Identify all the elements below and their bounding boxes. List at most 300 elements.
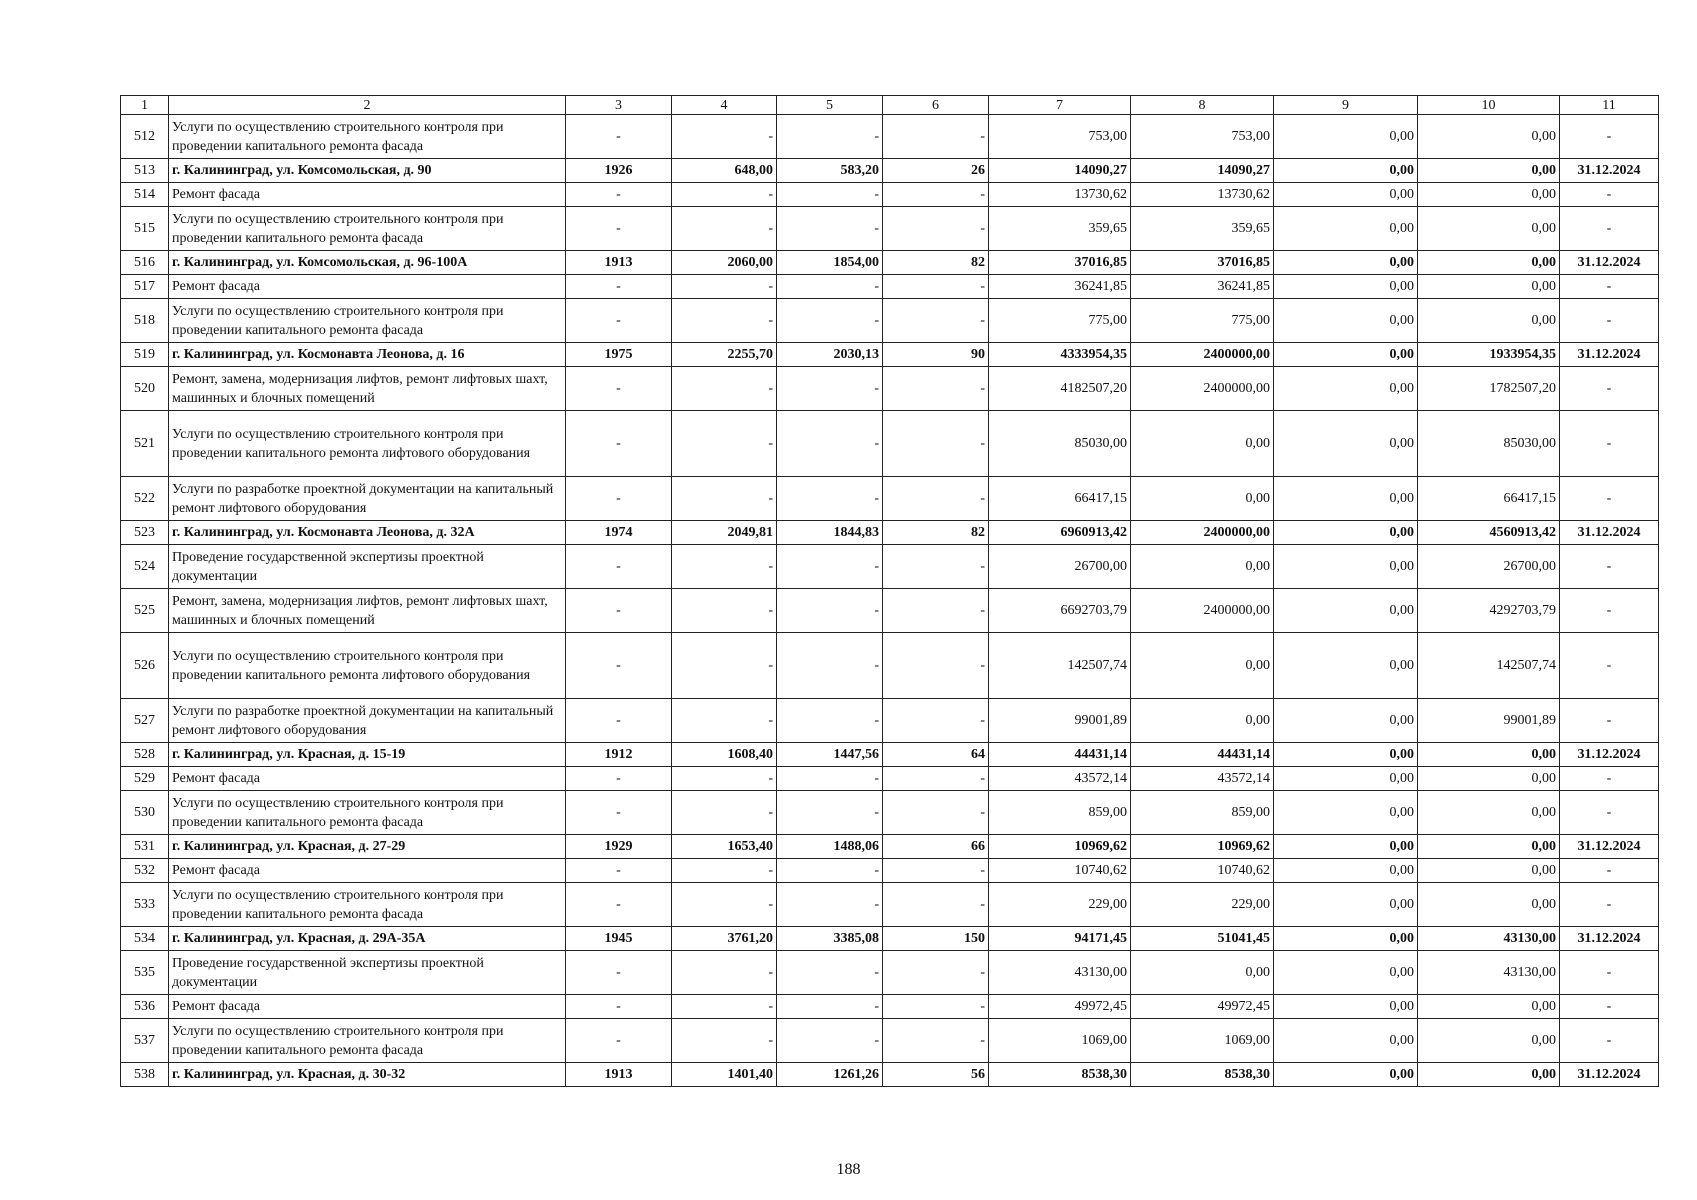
build-year-cell: -: [566, 275, 672, 299]
work-row: [121, 545, 1659, 589]
total-area-cell: -: [672, 477, 777, 521]
residents-count-cell: -: [883, 633, 989, 699]
cost-column-9-cell: 0,00: [1274, 633, 1418, 699]
completion-date-cell: -: [1560, 299, 1659, 343]
work-name-cell: Ремонт фасада: [169, 995, 566, 1019]
completion-date-cell: -: [1560, 859, 1659, 883]
row-number-cell: 532: [121, 859, 169, 883]
cost-column-10-cell: 1782507,20: [1418, 367, 1560, 411]
completion-date-cell: -: [1560, 951, 1659, 995]
build-year-cell: -: [566, 1019, 672, 1063]
cost-column-10-cell: 142507,74: [1418, 633, 1560, 699]
completion-date-cell: -: [1560, 1019, 1659, 1063]
cost-column-9-cell: 0,00: [1274, 835, 1418, 859]
total-area-cell: -: [672, 699, 777, 743]
cost-column-10-cell: 85030,00: [1418, 411, 1560, 477]
cost-column-8-cell: 14090,27: [1131, 159, 1274, 183]
cost-column-8-cell: 37016,85: [1131, 251, 1274, 275]
work-name-cell: Ремонт, замена, модернизация лифтов, ремонт лифтовых шахт, машинных и блочных помещений: [169, 589, 566, 633]
cost-column-10-cell: 1933954,35: [1418, 343, 1560, 367]
row-number-cell: 533: [121, 883, 169, 927]
row-number-cell: 515: [121, 207, 169, 251]
work-name-cell: Услуги по осуществлению строительного контроля при проведении капитального ремонта лифтового оборудования: [169, 633, 566, 699]
cost-column-9-cell: 0,00: [1274, 275, 1418, 299]
total-cost-cell: 753,00: [989, 115, 1131, 159]
residents-count-cell: 64: [883, 743, 989, 767]
row-number-cell: 512: [121, 115, 169, 159]
work-name-cell: г. Калининград, ул. Космонавта Леонова, д. 16: [169, 343, 566, 367]
total-area-cell: 1608,40: [672, 743, 777, 767]
total-area-cell: -: [672, 883, 777, 927]
living-area-cell: -: [777, 951, 883, 995]
column-header: 2: [169, 96, 566, 115]
total-cost-cell: 775,00: [989, 299, 1131, 343]
work-name-cell: Услуги по разработке проектной документации на капитальный ремонт лифтового оборудования: [169, 699, 566, 743]
cost-column-9-cell: 0,00: [1274, 1063, 1418, 1087]
total-area-cell: -: [672, 791, 777, 835]
work-row: [121, 275, 1659, 299]
build-year-cell: -: [566, 791, 672, 835]
work-row: [121, 411, 1659, 477]
row-number-cell: 514: [121, 183, 169, 207]
cost-column-8-cell: 13730,62: [1131, 183, 1274, 207]
cost-column-10-cell: 66417,15: [1418, 477, 1560, 521]
residents-count-cell: -: [883, 411, 989, 477]
residents-count-cell: -: [883, 859, 989, 883]
total-cost-cell: 43130,00: [989, 951, 1131, 995]
work-name-cell: Проведение государственной экспертизы проектной документации: [169, 545, 566, 589]
cost-column-8-cell: 0,00: [1131, 477, 1274, 521]
address-row: [121, 251, 1659, 275]
row-number-cell: 522: [121, 477, 169, 521]
total-area-cell: -: [672, 859, 777, 883]
total-cost-cell: 142507,74: [989, 633, 1131, 699]
residents-count-cell: -: [883, 477, 989, 521]
cost-column-8-cell: 229,00: [1131, 883, 1274, 927]
living-area-cell: -: [777, 411, 883, 477]
work-row: [121, 883, 1659, 927]
build-year-cell: -: [566, 859, 672, 883]
completion-date-cell: -: [1560, 767, 1659, 791]
build-year-cell: -: [566, 699, 672, 743]
residents-count-cell: 90: [883, 343, 989, 367]
cost-column-9-cell: 0,00: [1274, 159, 1418, 183]
total-area-cell: -: [672, 299, 777, 343]
cost-column-9-cell: 0,00: [1274, 927, 1418, 951]
total-cost-cell: 859,00: [989, 791, 1131, 835]
residents-count-cell: -: [883, 367, 989, 411]
work-row: [121, 589, 1659, 633]
residents-count-cell: -: [883, 545, 989, 589]
living-area-cell: 583,20: [777, 159, 883, 183]
cost-column-9-cell: 0,00: [1274, 589, 1418, 633]
cost-column-9-cell: 0,00: [1274, 951, 1418, 995]
cost-column-8-cell: 859,00: [1131, 791, 1274, 835]
cost-column-10-cell: 0,00: [1418, 115, 1560, 159]
total-cost-cell: 66417,15: [989, 477, 1131, 521]
cost-column-9-cell: 0,00: [1274, 477, 1418, 521]
total-cost-cell: 6692703,79: [989, 589, 1131, 633]
row-number-cell: 527: [121, 699, 169, 743]
row-number-cell: 519: [121, 343, 169, 367]
build-year-cell: -: [566, 633, 672, 699]
work-row: [121, 1019, 1659, 1063]
living-area-cell: -: [777, 207, 883, 251]
residents-count-cell: 66: [883, 835, 989, 859]
residents-count-cell: -: [883, 699, 989, 743]
living-area-cell: -: [777, 589, 883, 633]
row-number-cell: 523: [121, 521, 169, 545]
total-area-cell: -: [672, 589, 777, 633]
row-number-cell: 528: [121, 743, 169, 767]
work-name-cell: Услуги по осуществлению строительного контроля при проведении капитального ремонта фасада: [169, 207, 566, 251]
cost-column-8-cell: 2400000,00: [1131, 521, 1274, 545]
completion-date-cell: -: [1560, 589, 1659, 633]
total-area-cell: 2049,81: [672, 521, 777, 545]
cost-column-10-cell: 0,00: [1418, 1019, 1560, 1063]
living-area-cell: -: [777, 791, 883, 835]
row-number-cell: 526: [121, 633, 169, 699]
total-area-cell: -: [672, 207, 777, 251]
cost-column-10-cell: 4292703,79: [1418, 589, 1560, 633]
build-year-cell: 1974: [566, 521, 672, 545]
row-number-cell: 520: [121, 367, 169, 411]
total-cost-cell: 37016,85: [989, 251, 1131, 275]
row-number-cell: 525: [121, 589, 169, 633]
work-row: [121, 767, 1659, 791]
completion-date-cell: -: [1560, 545, 1659, 589]
build-year-cell: 1913: [566, 1063, 672, 1087]
column-header: 11: [1560, 96, 1659, 115]
total-area-cell: -: [672, 115, 777, 159]
living-area-cell: -: [777, 633, 883, 699]
register-table: [120, 95, 1659, 1087]
cost-column-8-cell: 10969,62: [1131, 835, 1274, 859]
row-number-cell: 530: [121, 791, 169, 835]
cost-column-8-cell: 0,00: [1131, 699, 1274, 743]
cost-column-8-cell: 1069,00: [1131, 1019, 1274, 1063]
cost-column-9-cell: 0,00: [1274, 207, 1418, 251]
living-area-cell: -: [777, 183, 883, 207]
build-year-cell: -: [566, 767, 672, 791]
completion-date-cell: -: [1560, 115, 1659, 159]
completion-date-cell: -: [1560, 183, 1659, 207]
work-name-cell: г. Калининград, ул. Красная, д. 29А-35А: [169, 927, 566, 951]
address-row: [121, 927, 1659, 951]
column-header: 7: [989, 96, 1131, 115]
cost-column-9-cell: 0,00: [1274, 859, 1418, 883]
work-row: [121, 299, 1659, 343]
cost-column-10-cell: 0,00: [1418, 207, 1560, 251]
residents-count-cell: 56: [883, 1063, 989, 1087]
residents-count-cell: -: [883, 275, 989, 299]
cost-column-10-cell: 0,00: [1418, 1063, 1560, 1087]
cost-column-8-cell: 2400000,00: [1131, 343, 1274, 367]
work-name-cell: г. Калининград, ул. Комсомольская, д. 90: [169, 159, 566, 183]
work-name-cell: г. Калининград, ул. Красная, д. 15-19: [169, 743, 566, 767]
cost-column-8-cell: 775,00: [1131, 299, 1274, 343]
build-year-cell: -: [566, 207, 672, 251]
cost-column-10-cell: 0,00: [1418, 183, 1560, 207]
cost-column-8-cell: 0,00: [1131, 633, 1274, 699]
row-number-cell: 538: [121, 1063, 169, 1087]
living-area-cell: -: [777, 995, 883, 1019]
living-area-cell: -: [777, 299, 883, 343]
work-row: [121, 115, 1659, 159]
total-area-cell: 3761,20: [672, 927, 777, 951]
column-header: 6: [883, 96, 989, 115]
total-cost-cell: 43572,14: [989, 767, 1131, 791]
living-area-cell: -: [777, 275, 883, 299]
total-area-cell: -: [672, 545, 777, 589]
total-area-cell: 2060,00: [672, 251, 777, 275]
total-area-cell: -: [672, 633, 777, 699]
cost-column-9-cell: 0,00: [1274, 791, 1418, 835]
completion-date-cell: 31.12.2024: [1560, 743, 1659, 767]
cost-column-10-cell: 0,00: [1418, 859, 1560, 883]
work-name-cell: Услуги по осуществлению строительного контроля при проведении капитального ремонта фасада: [169, 299, 566, 343]
living-area-cell: -: [777, 1019, 883, 1063]
cost-column-10-cell: 0,00: [1418, 743, 1560, 767]
living-area-cell: 1854,00: [777, 251, 883, 275]
living-area-cell: 3385,08: [777, 927, 883, 951]
address-row: [121, 743, 1659, 767]
residents-count-cell: -: [883, 207, 989, 251]
residents-count-cell: -: [883, 995, 989, 1019]
work-row: [121, 477, 1659, 521]
build-year-cell: -: [566, 367, 672, 411]
total-area-cell: 648,00: [672, 159, 777, 183]
build-year-cell: -: [566, 995, 672, 1019]
row-number-cell: 537: [121, 1019, 169, 1063]
work-name-cell: Ремонт фасада: [169, 859, 566, 883]
total-cost-cell: 49972,45: [989, 995, 1131, 1019]
total-cost-cell: 94171,45: [989, 927, 1131, 951]
living-area-cell: 2030,13: [777, 343, 883, 367]
work-name-cell: Услуги по осуществлению строительного контроля при проведении капитального ремонта фасада: [169, 883, 566, 927]
cost-column-10-cell: 0,00: [1418, 275, 1560, 299]
work-row: [121, 859, 1659, 883]
work-row: [121, 207, 1659, 251]
row-number-cell: 518: [121, 299, 169, 343]
residents-count-cell: 82: [883, 521, 989, 545]
cost-column-8-cell: 10740,62: [1131, 859, 1274, 883]
work-row: [121, 791, 1659, 835]
living-area-cell: -: [777, 699, 883, 743]
total-cost-cell: 85030,00: [989, 411, 1131, 477]
living-area-cell: -: [777, 115, 883, 159]
total-cost-cell: 13730,62: [989, 183, 1131, 207]
total-area-cell: -: [672, 411, 777, 477]
cost-column-9-cell: 0,00: [1274, 699, 1418, 743]
cost-column-10-cell: 0,00: [1418, 159, 1560, 183]
work-name-cell: Проведение государственной экспертизы проектной документации: [169, 951, 566, 995]
cost-column-8-cell: 44431,14: [1131, 743, 1274, 767]
cost-column-8-cell: 359,65: [1131, 207, 1274, 251]
completion-date-cell: -: [1560, 207, 1659, 251]
living-area-cell: 1844,83: [777, 521, 883, 545]
cost-column-9-cell: 0,00: [1274, 883, 1418, 927]
work-row: [121, 633, 1659, 699]
cost-column-9-cell: 0,00: [1274, 411, 1418, 477]
address-row: [121, 1063, 1659, 1087]
residents-count-cell: -: [883, 589, 989, 633]
total-area-cell: 1653,40: [672, 835, 777, 859]
residents-count-cell: 150: [883, 927, 989, 951]
cost-column-8-cell: 0,00: [1131, 411, 1274, 477]
cost-column-9-cell: 0,00: [1274, 545, 1418, 589]
total-cost-cell: 44431,14: [989, 743, 1131, 767]
build-year-cell: -: [566, 477, 672, 521]
cost-column-8-cell: 0,00: [1131, 545, 1274, 589]
total-cost-cell: 8538,30: [989, 1063, 1131, 1087]
residents-count-cell: -: [883, 951, 989, 995]
residents-count-cell: -: [883, 1019, 989, 1063]
cost-column-9-cell: 0,00: [1274, 367, 1418, 411]
total-area-cell: -: [672, 767, 777, 791]
cost-column-10-cell: 4560913,42: [1418, 521, 1560, 545]
completion-date-cell: 31.12.2024: [1560, 835, 1659, 859]
total-cost-cell: 359,65: [989, 207, 1131, 251]
column-number-row: [121, 96, 1659, 115]
cost-column-8-cell: 2400000,00: [1131, 367, 1274, 411]
residents-count-cell: 26: [883, 159, 989, 183]
completion-date-cell: 31.12.2024: [1560, 1063, 1659, 1087]
row-number-cell: 534: [121, 927, 169, 951]
address-row: [121, 521, 1659, 545]
cost-column-10-cell: 43130,00: [1418, 951, 1560, 995]
cost-column-9-cell: 0,00: [1274, 251, 1418, 275]
total-cost-cell: 4333954,35: [989, 343, 1131, 367]
cost-column-9-cell: 0,00: [1274, 115, 1418, 159]
table-body: [121, 115, 1659, 1087]
living-area-cell: -: [777, 367, 883, 411]
build-year-cell: -: [566, 411, 672, 477]
total-cost-cell: 10740,62: [989, 859, 1131, 883]
work-row: [121, 995, 1659, 1019]
total-cost-cell: 99001,89: [989, 699, 1131, 743]
row-number-cell: 513: [121, 159, 169, 183]
completion-date-cell: -: [1560, 791, 1659, 835]
work-row: [121, 183, 1659, 207]
completion-date-cell: -: [1560, 699, 1659, 743]
living-area-cell: -: [777, 883, 883, 927]
work-name-cell: Ремонт фасада: [169, 767, 566, 791]
completion-date-cell: 31.12.2024: [1560, 343, 1659, 367]
cost-column-8-cell: 36241,85: [1131, 275, 1274, 299]
completion-date-cell: -: [1560, 477, 1659, 521]
cost-column-10-cell: 26700,00: [1418, 545, 1560, 589]
cost-column-10-cell: 0,00: [1418, 251, 1560, 275]
work-name-cell: Услуги по осуществлению строительного контроля при проведении капитального ремонта лифтового оборудования: [169, 411, 566, 477]
work-row: [121, 699, 1659, 743]
work-name-cell: г. Калининград, ул. Космонавта Леонова, д. 32А: [169, 521, 566, 545]
work-name-cell: Услуги по осуществлению строительного контроля при проведении капитального ремонта фасада: [169, 115, 566, 159]
cost-column-10-cell: 99001,89: [1418, 699, 1560, 743]
work-name-cell: г. Калининград, ул. Красная, д. 30-32: [169, 1063, 566, 1087]
column-header: 3: [566, 96, 672, 115]
row-number-cell: 535: [121, 951, 169, 995]
total-cost-cell: 10969,62: [989, 835, 1131, 859]
living-area-cell: -: [777, 767, 883, 791]
build-year-cell: 1975: [566, 343, 672, 367]
total-cost-cell: 26700,00: [989, 545, 1131, 589]
cost-column-10-cell: 0,00: [1418, 791, 1560, 835]
total-area-cell: 2255,70: [672, 343, 777, 367]
cost-column-8-cell: 51041,45: [1131, 927, 1274, 951]
row-number-cell: 517: [121, 275, 169, 299]
column-header: 5: [777, 96, 883, 115]
total-area-cell: -: [672, 951, 777, 995]
cost-column-10-cell: 0,00: [1418, 995, 1560, 1019]
cost-column-8-cell: 0,00: [1131, 951, 1274, 995]
cost-column-10-cell: 0,00: [1418, 883, 1560, 927]
column-header: 10: [1418, 96, 1560, 115]
address-row: [121, 343, 1659, 367]
work-name-cell: Ремонт, замена, модернизация лифтов, ремонт лифтовых шахт, машинных и блочных помещений: [169, 367, 566, 411]
build-year-cell: 1913: [566, 251, 672, 275]
build-year-cell: -: [566, 545, 672, 589]
cost-column-10-cell: 0,00: [1418, 299, 1560, 343]
work-name-cell: Услуги по разработке проектной документации на капитальный ремонт лифтового оборудования: [169, 477, 566, 521]
work-name-cell: г. Калининград, ул. Красная, д. 27-29: [169, 835, 566, 859]
row-number-cell: 521: [121, 411, 169, 477]
residents-count-cell: -: [883, 183, 989, 207]
cost-column-8-cell: 49972,45: [1131, 995, 1274, 1019]
work-name-cell: Ремонт фасада: [169, 183, 566, 207]
address-row: [121, 835, 1659, 859]
row-number-cell: 531: [121, 835, 169, 859]
total-cost-cell: 6960913,42: [989, 521, 1131, 545]
cost-column-9-cell: 0,00: [1274, 1019, 1418, 1063]
row-number-cell: 536: [121, 995, 169, 1019]
column-header: 8: [1131, 96, 1274, 115]
cost-column-8-cell: 43572,14: [1131, 767, 1274, 791]
cost-column-8-cell: 8538,30: [1131, 1063, 1274, 1087]
total-cost-cell: 36241,85: [989, 275, 1131, 299]
completion-date-cell: -: [1560, 275, 1659, 299]
living-area-cell: -: [777, 859, 883, 883]
row-number-cell: 529: [121, 767, 169, 791]
living-area-cell: 1261,26: [777, 1063, 883, 1087]
total-area-cell: -: [672, 183, 777, 207]
living-area-cell: 1447,56: [777, 743, 883, 767]
cost-column-9-cell: 0,00: [1274, 743, 1418, 767]
total-area-cell: -: [672, 995, 777, 1019]
cost-column-8-cell: 753,00: [1131, 115, 1274, 159]
completion-date-cell: 31.12.2024: [1560, 521, 1659, 545]
cost-column-10-cell: 0,00: [1418, 835, 1560, 859]
cost-column-9-cell: 0,00: [1274, 183, 1418, 207]
residents-count-cell: -: [883, 791, 989, 835]
cost-column-9-cell: 0,00: [1274, 299, 1418, 343]
residents-count-cell: -: [883, 767, 989, 791]
total-area-cell: -: [672, 367, 777, 411]
work-row: [121, 951, 1659, 995]
cost-column-9-cell: 0,00: [1274, 767, 1418, 791]
column-header: 4: [672, 96, 777, 115]
cost-column-10-cell: 0,00: [1418, 767, 1560, 791]
cost-column-9-cell: 0,00: [1274, 343, 1418, 367]
cost-column-9-cell: 0,00: [1274, 995, 1418, 1019]
column-header: 1: [121, 96, 169, 115]
residents-count-cell: -: [883, 883, 989, 927]
completion-date-cell: -: [1560, 633, 1659, 699]
build-year-cell: 1926: [566, 159, 672, 183]
living-area-cell: 1488,06: [777, 835, 883, 859]
build-year-cell: -: [566, 951, 672, 995]
total-area-cell: 1401,40: [672, 1063, 777, 1087]
